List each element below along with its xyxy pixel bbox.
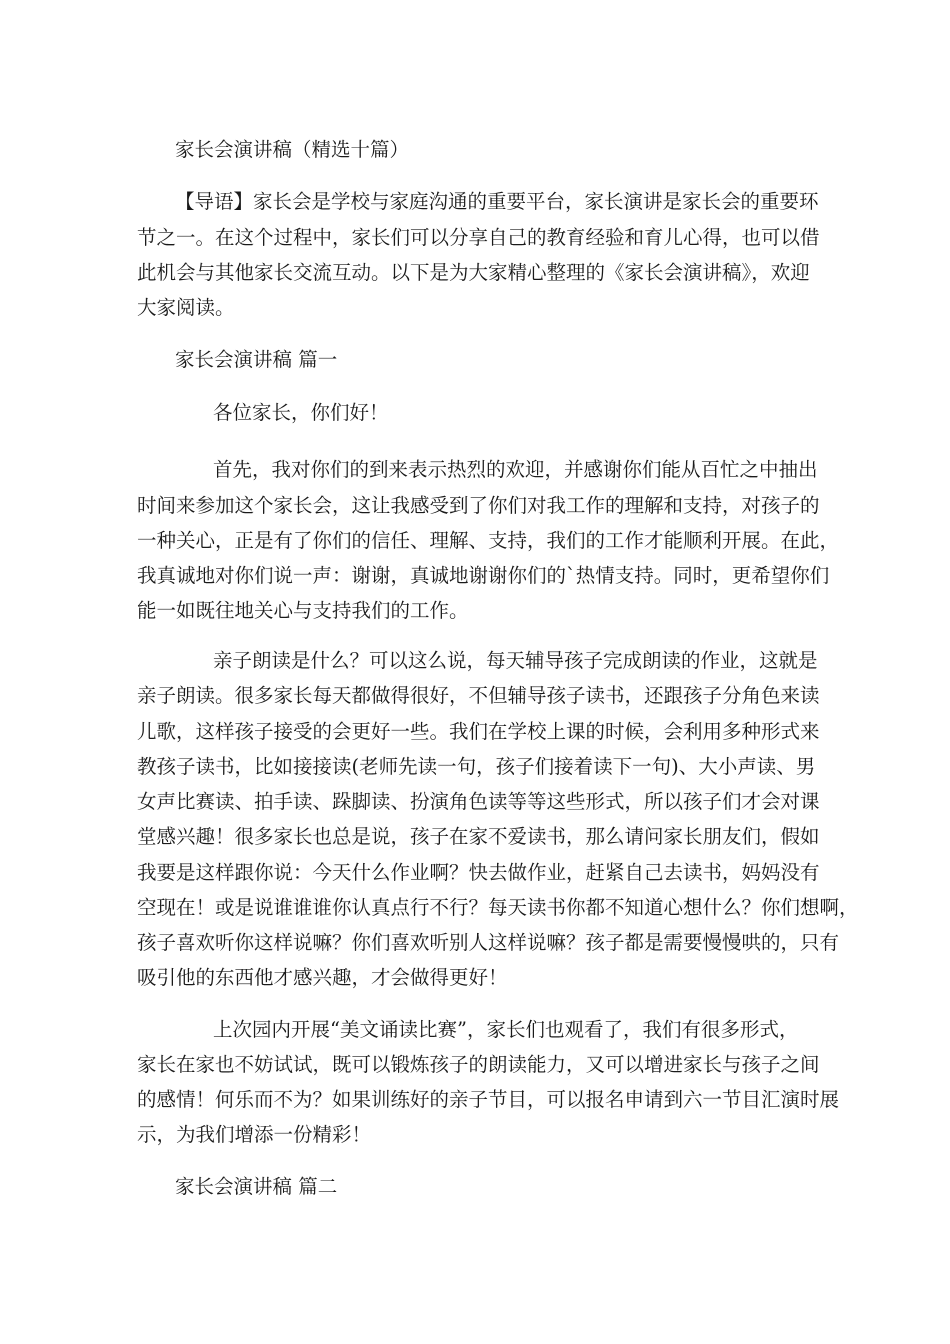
paragraph-line: 亲子朗读是什么？可以这么说，每天辅导孩子完成朗读的作业，这就是 bbox=[213, 649, 818, 672]
paragraph-line: 家长在家也不妨试试，既可以锻炼孩子的朗读能力，又可以增进家长与孩子之间 bbox=[137, 1053, 820, 1076]
intro-line: 节之一。在这个过程中，家长们可以分享自己的教育经验和育儿心得，也可以借 bbox=[137, 226, 820, 249]
paragraph-line: 首先，我对你们的到来表示热烈的欢迎，并感谢你们能从百忙之中抽出 bbox=[213, 458, 818, 481]
paragraph-line: 空现在！或是说谁谁谁你认真点行不行？每天读书你都不知道心想什么？你们想啊， bbox=[137, 896, 859, 919]
paragraph-line: 教孩子读书，比如接接读(老师先读一句，孩子们接着读下一句)、大小声读、男 bbox=[137, 755, 816, 778]
section-heading-2: 家长会演讲稿 篇二 bbox=[175, 1175, 338, 1198]
paragraph-line: 示，为我们增添一份精彩！ bbox=[137, 1123, 372, 1146]
paragraph-line: 一种关心，正是有了你们的信任、理解、支持，我们的工作才能顺利开展。在此， bbox=[137, 529, 840, 552]
intro-line: 大家阅读。 bbox=[137, 296, 235, 319]
paragraph-line: 堂感兴趣！很多家长也总是说，孩子在家不爱读书，那么请问家长朋友们，假如 bbox=[137, 825, 820, 848]
greeting: 各位家长，你们好！ bbox=[213, 401, 389, 424]
document-title: 家长会演讲稿（精选十篇） bbox=[175, 138, 410, 161]
intro-line: 【导语】家长会是学校与家庭沟通的重要平台，家长演讲是家长会的重要环 bbox=[175, 190, 819, 213]
paragraph-line: 能一如既往地关心与支持我们的工作。 bbox=[137, 599, 469, 622]
paragraph-line: 吸引他的东西他才感兴趣，才会做得更好！ bbox=[137, 966, 508, 989]
paragraph-line: 女声比赛读、拍手读、跺脚读、扮演角色读等等这些形式，所以孩子们才会对课 bbox=[137, 790, 820, 813]
paragraph-line: 上次园内开展“美文诵读比赛”，家长们也观看了，我们有很多形式， bbox=[213, 1018, 799, 1041]
paragraph-line: 的感情！何乐而不为？如果训练好的亲子节目，可以报名申请到六一节目汇演时展 bbox=[137, 1088, 840, 1111]
paragraph-line: 亲子朗读。很多家长每天都做得很好，不但辅导孩子读书，还跟孩子分角色来读 bbox=[137, 684, 820, 707]
section-heading-1: 家长会演讲稿 篇一 bbox=[175, 348, 338, 371]
intro-line: 此机会与其他家长交流互动。以下是为大家精心整理的《家长会演讲稿》，欢迎 bbox=[137, 261, 810, 284]
paragraph-line: 时间来参加这个家长会，这让我感受到了你们对我工作的理解和支持，对孩子的 bbox=[137, 494, 820, 517]
paragraph-line: 孩子喜欢听你这样说嘛？你们喜欢听别人这样说嘛？孩子都是需要慢慢哄的，只有 bbox=[137, 931, 840, 954]
paragraph-line: 我要是这样跟你说：今天什么作业啊？快去做作业，赶紧自己去读书，妈妈没有 bbox=[137, 861, 820, 884]
paragraph-line: 儿歌，这样孩子接受的会更好一些。我们在学校上课的时候，会利用多种形式来 bbox=[137, 720, 820, 743]
paragraph-line: 我真诚地对你们说一声：谢谢，真诚地谢谢你们的`热情支持。同时，更希望你们 bbox=[137, 564, 830, 587]
